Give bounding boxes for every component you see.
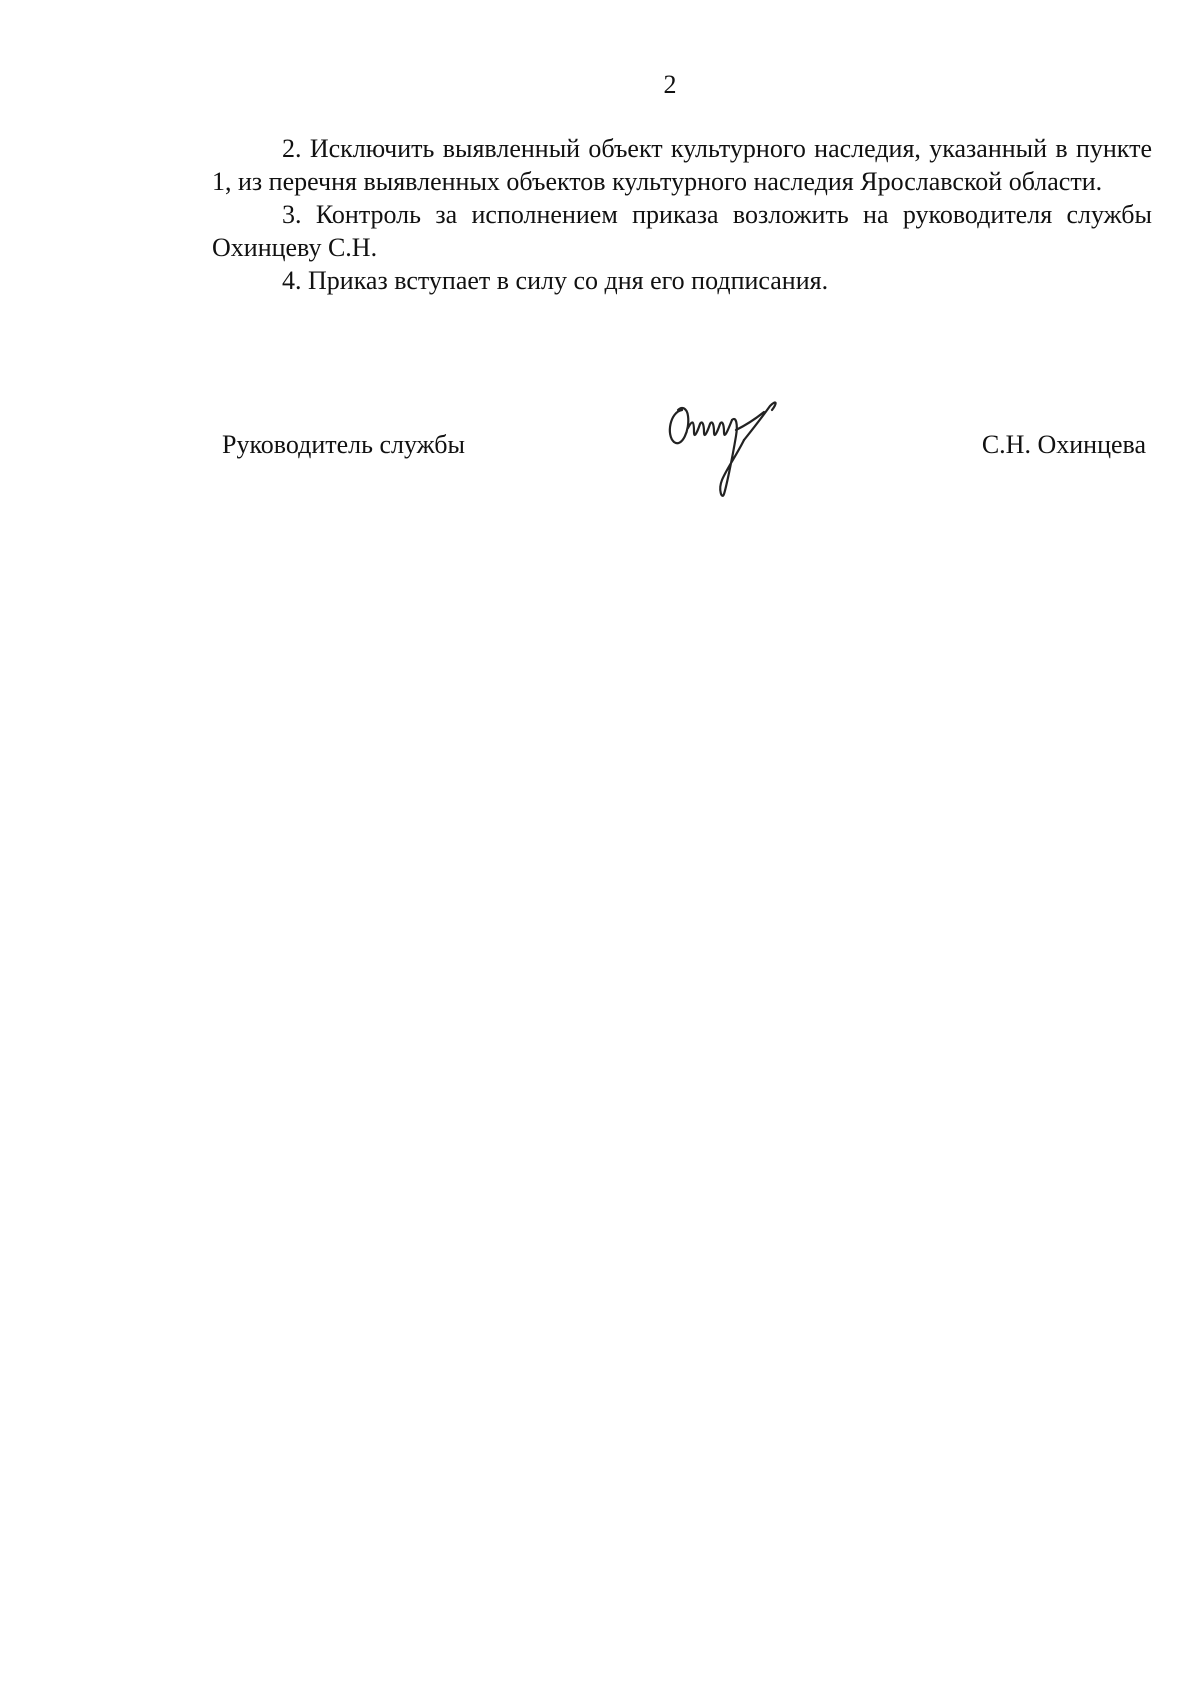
signatory-title: Руководитель службы [222,430,465,459]
handwritten-signature-icon [660,390,810,500]
paragraph-2: 2. Исключить выявленный объект культурного наследия, указанный в пункте 1, из перечня выявленных объектов культурного наследия Ярославской области. [212,134,1152,196]
page-number: 2 [663,70,677,99]
paragraph-4: 4. Приказ вступает в силу со дня его подписания. [282,266,829,295]
paragraph-3: 3. Контроль за исполнением приказа возложить на руководителя службы Охинцеву С.Н. [212,200,1152,262]
signatory-name: С.Н. Охинцева [981,430,1146,459]
document-body [212,132,1152,297]
signature-block [0,390,1200,510]
